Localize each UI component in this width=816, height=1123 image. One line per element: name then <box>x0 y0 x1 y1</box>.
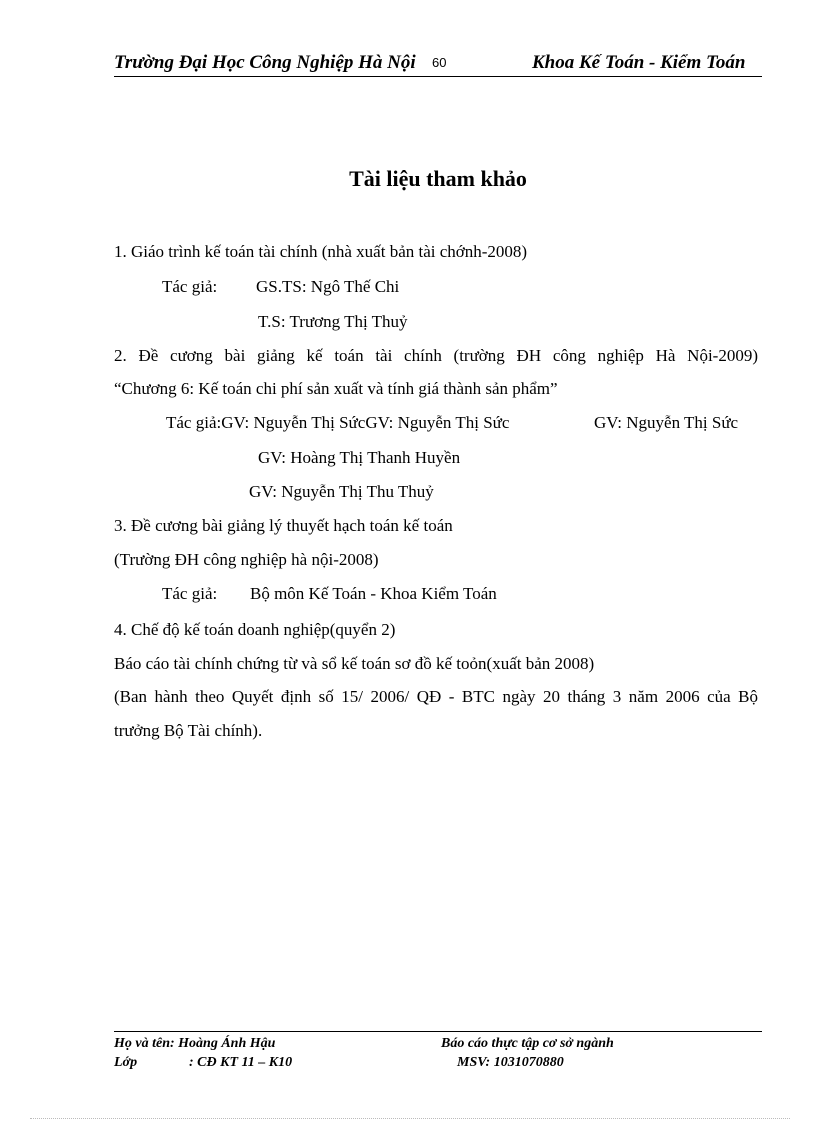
footer-class-value: : CĐ KT 11 – K10 <box>189 1055 293 1070</box>
ref2-author-line: Tác giả:GV: Nguyễn Thị SứcGV: Nguyễn Thị Sức <box>166 413 510 432</box>
ref2-line: 2. Đề cương bài giảng kế toán tài chính (trường ĐH công nghiệp Hà Nội-2009) <box>114 346 758 365</box>
footer-rule <box>114 1031 762 1032</box>
ref1-author-label: Tác giả: <box>162 277 218 296</box>
ref2-author3: GV: Nguyễn Thị Thu Thuỷ <box>249 482 434 501</box>
ref4-sub: Báo cáo tài chính chứng từ và sổ kế toán sơ đồ kế toỏn(xuất bản 2008) <box>114 654 595 673</box>
ref1-author2: T.S: Trương Thị Thuỷ <box>258 312 408 331</box>
ref2-author2: GV: Hoàng Thị Thanh Huyền <box>258 448 461 467</box>
ref4-line: 4. Chế độ kế toán doanh nghiệp(quyển 2) <box>114 620 396 639</box>
ref3-line: 3. Đề cương bài giảng lý thuyết hạch toán kế toán <box>114 516 453 535</box>
ref2-chapter: “Chương 6: Kế toán chi phí sản xuất và tính giá thành sản phẩm” <box>114 379 558 398</box>
page-bottom-border <box>30 1118 790 1119</box>
ref3-author-label: Tác giả: <box>162 584 218 603</box>
header-rule <box>114 76 762 77</box>
ref3-author: Bộ môn Kế Toán - Khoa Kiểm Toán <box>250 584 497 603</box>
ref4-note-line2: trưởng Bộ Tài chính). <box>114 721 263 740</box>
header-page-number: 60 <box>432 55 447 70</box>
footer-class-label: Lớp <box>114 1055 138 1070</box>
ref2-author-extra: GV: Nguyễn Thị Sức <box>594 413 739 432</box>
header-school: Trường Đại Học Công Nghiệp Hà Nội <box>114 52 416 73</box>
ref4-note-line1: (Ban hành theo Quyết định số 15/ 2006/ QĐ - BTC ngày 20 tháng 3 năm 2006 của Bộ <box>114 687 758 706</box>
footer-student-id: MSV: 1031070880 <box>457 1055 564 1070</box>
ref3-publisher: (Trường ĐH công nghiệp hà nội-2008) <box>114 550 379 569</box>
ref1-author1: GS.TS: Ngô Thế Chi <box>256 277 400 296</box>
ref1-line: 1. Giáo trình kế toán tài chính (nhà xuất bản tài chớnh-2008) <box>114 242 528 261</box>
header-faculty: Khoa Kế Toán - Kiểm Toán <box>532 52 746 73</box>
page-title: Tài liệu tham khảo <box>349 166 527 191</box>
footer-report: Báo cáo thực tập cơ sở ngành <box>441 1036 614 1051</box>
footer-name: Họ và tên: Hoàng Ánh Hậu <box>114 1036 276 1051</box>
